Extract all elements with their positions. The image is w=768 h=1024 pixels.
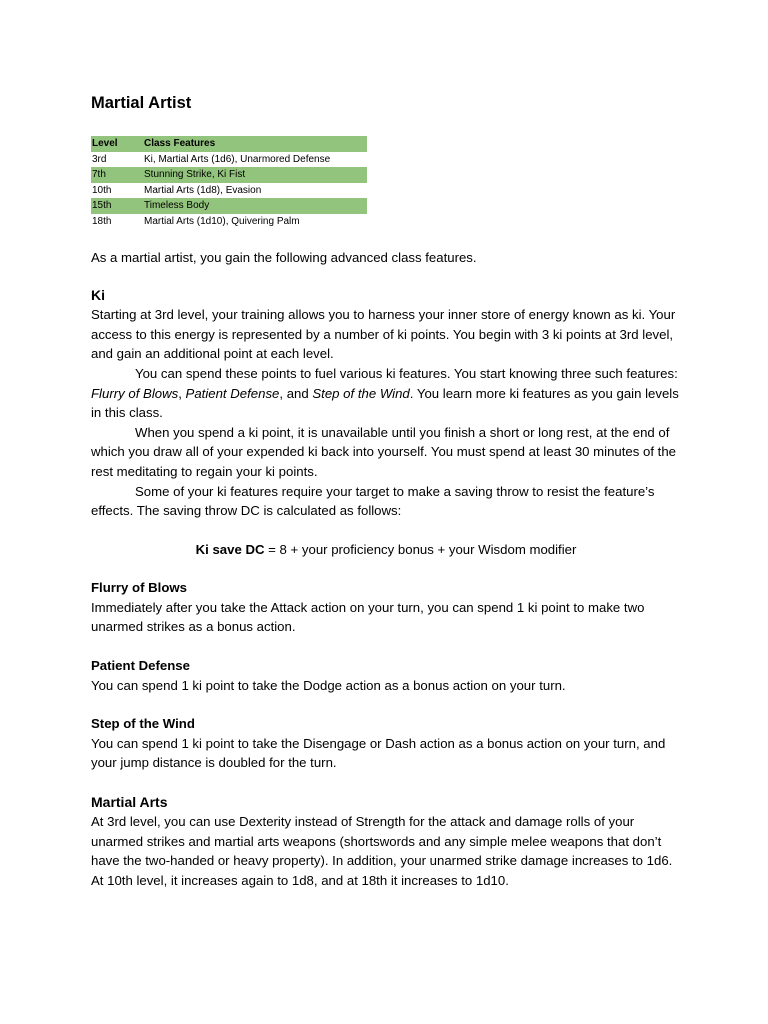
table-row xyxy=(91,198,367,214)
ki-paragraph-2-text: You can spend these points to fuel various ki features. You start knowing three such features: xyxy=(135,365,678,381)
flurry-heading: Flurry of Blows xyxy=(91,580,187,596)
table-header-level: Level xyxy=(92,138,118,149)
ki-save-label: Ki save DC xyxy=(195,541,265,557)
ki-paragraph-2-end: . You learn more ki features as you gain levels in this class. xyxy=(91,385,679,421)
table-cell-level: 3rd xyxy=(92,153,107,165)
patient-text: You can spend 1 ki point to take the Dodge action as a bonus action on your turn. xyxy=(91,677,566,693)
table-cell-features: Ki, Martial Arts (1d6), Unarmored Defense xyxy=(144,153,331,165)
flurry-text: Immediately after you take the Attack action on your turn, you can spend 1 ki point to make two unarmed strikes as a bonus action. xyxy=(91,599,645,635)
step-heading: Step of the Wind xyxy=(91,716,195,732)
page-title: Martial Artist xyxy=(91,94,192,112)
table-cell-level: 15th xyxy=(92,200,112,212)
ki-paragraph-4: Some of your ki features require your target to make a saving throw to resist the feature’s effects. The saving throw DC is calculated as follows: xyxy=(91,483,655,519)
table-cell-features: Stunning Strike, Ki Fist xyxy=(144,169,246,181)
ki-paragraph-2-sep: , and xyxy=(279,385,313,401)
table-header-features: Class Features xyxy=(144,138,216,149)
table-cell-level: 10th xyxy=(92,184,112,196)
patient-heading: Patient Defense xyxy=(91,658,190,674)
table-row xyxy=(91,214,367,230)
table-cell-level: 18th xyxy=(92,215,112,227)
document-page xyxy=(91,92,681,890)
intro-paragraph: As a martial artist, you gain the following advanced class features. xyxy=(91,249,477,265)
ki-paragraph-2 xyxy=(91,364,681,423)
ki-paragraph-1: Starting at 3rd level, your training allows you to harness your inner store of energy known as ki. Your access to this energy is represented by a number of ki points. You begin with 3 ki points at 3rd level, and gain an additional point at each level. xyxy=(91,307,676,362)
ki-paragraph-2-sep: , xyxy=(178,385,186,401)
ki-heading: Ki xyxy=(91,287,105,304)
table-cell-level: 7th xyxy=(92,169,106,181)
table-cell-features: Martial Arts (1d10), Quivering Palm xyxy=(144,215,300,227)
martial-arts-text: At 3rd level, you can use Dexterity instead of Strength for the attack and damage rolls of your unarmed strikes and martial arts weapons (shortswords and any simple melee weapons that don’t have the two-handed or heavy property). In addition, your unarmed strike damage increases to 1d6. At 10th level, it increases again to 1d8, and at 18th it increases to 1d10. xyxy=(91,814,673,888)
step-text: You can spend 1 ki point to take the Disengage or Dash action as a bonus action on your turn, and your jump distance is doubled for the turn. xyxy=(91,735,666,771)
ki-save-text: = 8 + your proficiency bonus + your Wisdom modifier xyxy=(264,541,577,557)
table-cell-features: Timeless Body xyxy=(144,200,210,212)
step-reference: Step of the Wind xyxy=(312,385,410,401)
table-header-row xyxy=(91,136,367,152)
ki-save-formula xyxy=(91,540,681,560)
table-row xyxy=(91,152,367,168)
class-features-table xyxy=(91,136,367,230)
martial-arts-heading: Martial Arts xyxy=(91,794,168,811)
table-row xyxy=(91,167,367,183)
table-row xyxy=(91,183,367,199)
patient-reference: Patient Defense xyxy=(185,385,280,401)
flurry-reference: Flurry of Blows xyxy=(91,385,179,401)
ki-paragraph-3: When you spend a ki point, it is unavailable until you finish a short or long rest, at the end of which you draw all of your expended ki back into yourself. You must spend at least 30 minutes of the rest meditating to regain your ki points. xyxy=(91,424,676,479)
table-cell-features: Martial Arts (1d8), Evasion xyxy=(144,184,262,196)
